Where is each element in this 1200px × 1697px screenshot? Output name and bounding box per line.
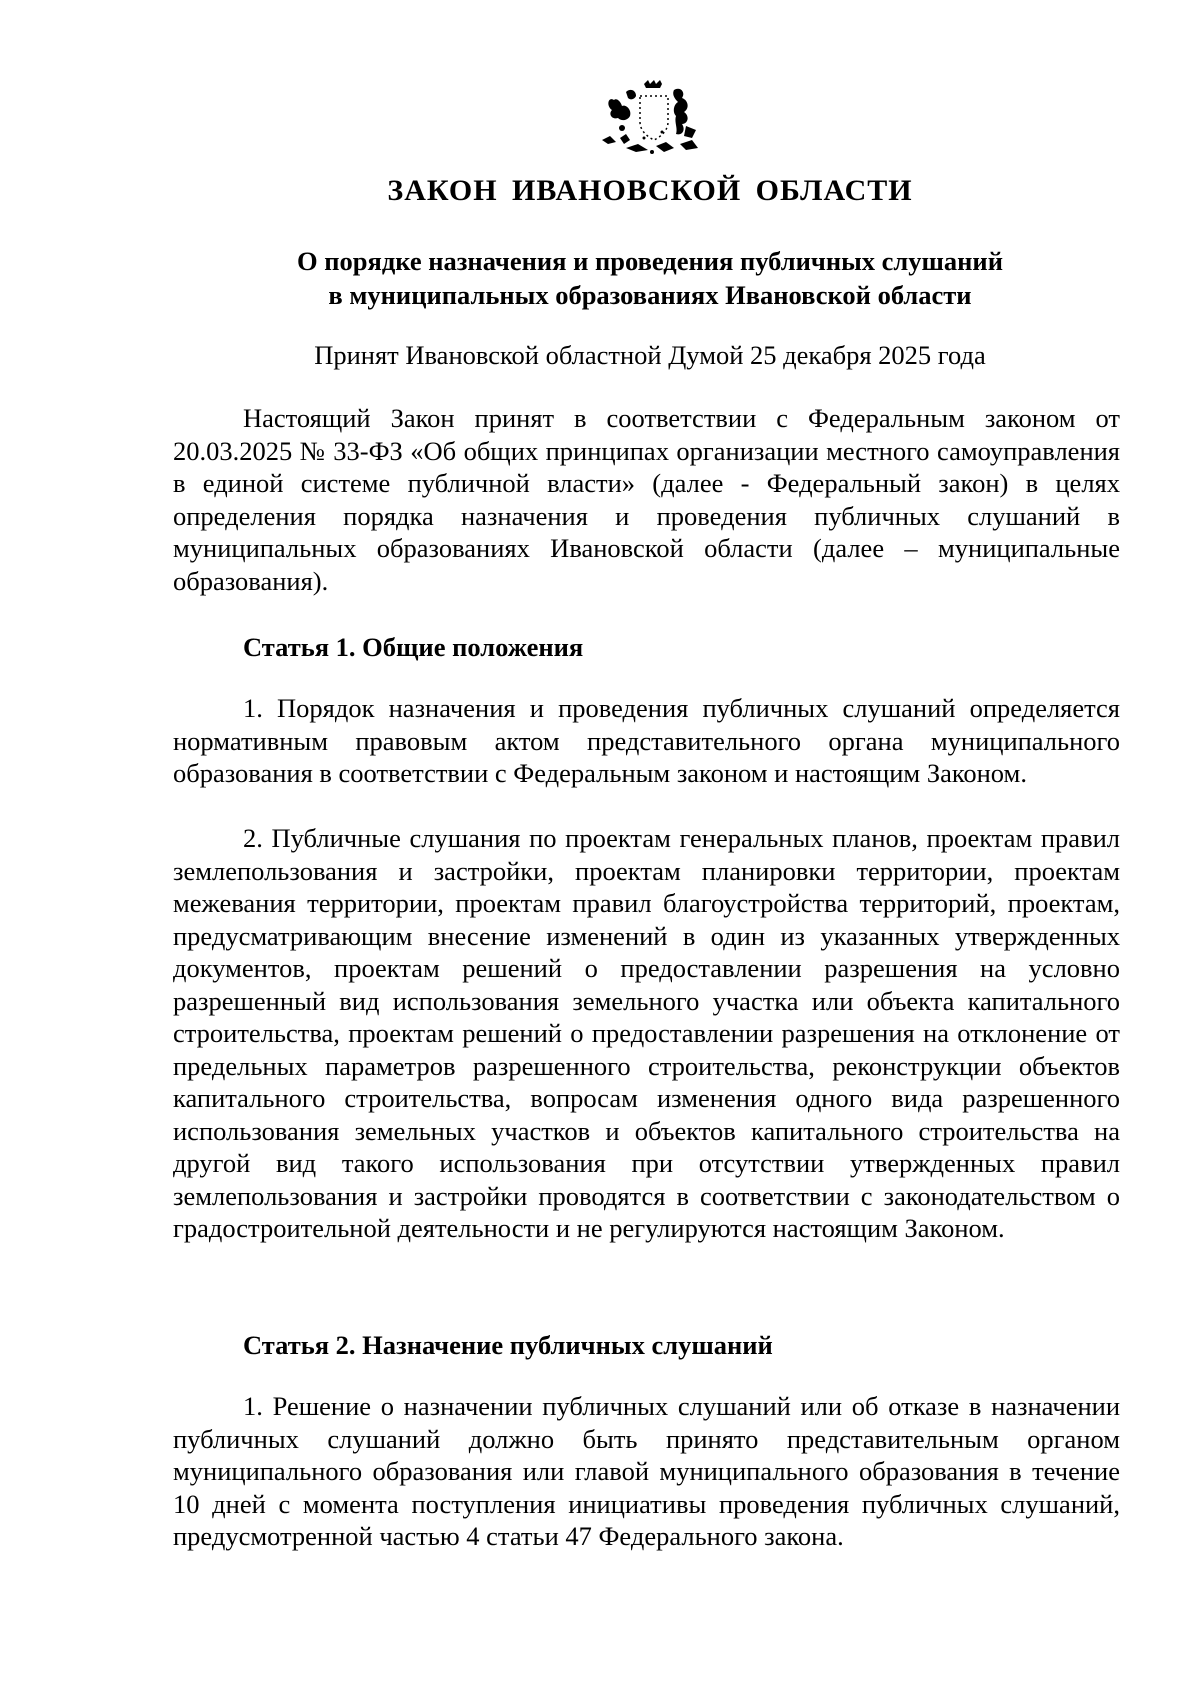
law-subtitle [0, 244, 1200, 312]
law-title: ЗАКОН ИВАНОВСКОЙ ОБЛАСТИ [387, 174, 913, 207]
adoption-note: Принят Ивановской областной Думой 25 декабря 2025 года [314, 340, 986, 370]
article-1-paragraph-1: 1. Порядок назначения и проведения публичных слушаний определяется нормативным правовым актом представительного органа муниципального образования в соответствии с Федеральным законом и настоящим Законом. [173, 693, 1120, 788]
article-1-heading: Статья 1. Общие положения [243, 632, 584, 662]
article-2-heading: Статья 2. Назначение публичных слушаний [243, 1330, 773, 1360]
coat-of-arms-icon [596, 78, 706, 158]
law-subtitle-line-2: в муниципальных образованиях Ивановской области [328, 280, 972, 310]
law-subtitle-line-1: О порядке назначения и проведения публичных слушаний [297, 246, 1003, 276]
article-2-paragraph-1: 1. Решение о назначении публичных слушаний или об отказе в назначении публичных слушаний должно быть принято представительным органом муниципального образования или главой муниципального образования в течение 10 дней с момента поступления инициативы проведения публичных слушаний, предусмотренной частью 4 статьи 47 Федерального закона. [173, 1391, 1120, 1551]
preamble-paragraph: Настоящий Закон принят в соответствии с Федеральным законом от 20.03.2025 № 33-ФЗ «Об общих принципах организации местного самоуправления в единой системе публичной власти» (далее - Федеральный закон) в целях определения порядка назначения и проведения публичных слушаний в муниципальных образованиях Ивановской области (далее – муниципальные образования). [173, 403, 1120, 596]
article-1-paragraph-2: 2. Публичные слушания по проектам генеральных планов, проектам правил землепользования и застройки, проектам планировки территории, проектам межевания территории, проектам правил благоустройства территорий, проектам, предусматривающим внесение изменений в один из указанных утвержденных документов, проектам решений о предоставлении разрешения на условно разрешенный вид использования земельного участка или объекта капитального строительства, проектам решений о предоставлении разрешения на отклонение от предельных параметров разрешенного строительства, реконструкции объектов капитального строительства, вопросам изменения одного вида разрешенного использования земельных участков и объектов капитального строительства на другой вид такого использования при отсутствии утвержденных правил землепользования и застройки проводятся в соответствии с законодательством о градостроительной деятельности и не регулируются настоящим Законом. [173, 823, 1120, 1243]
